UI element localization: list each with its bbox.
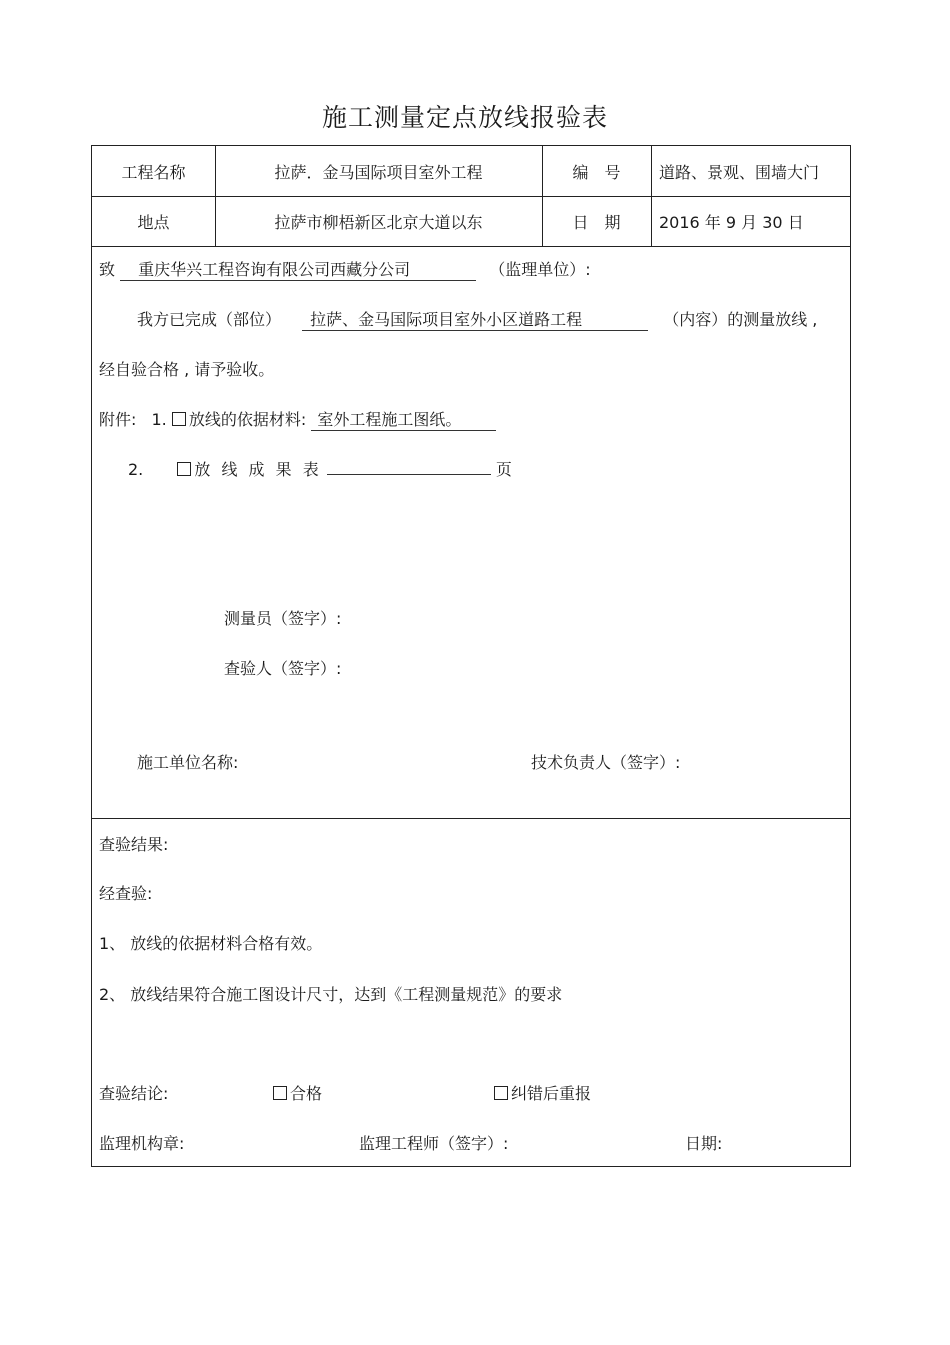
option-resubmit[interactable] [494,1084,591,1104]
location-value: 拉萨市柳梧新区北京大道以东 [274,212,483,232]
completed-suffix: （内容）的测量放线 , [663,310,818,329]
inspection-form-table [91,145,851,1167]
completed-prefix: 我方已完成（部位） [137,310,282,329]
checkbox-icon[interactable] [172,412,186,426]
result-item-2: 2、 放线结果符合施工图设计尺寸，达到《工程测量规范》的要求 [99,985,563,1004]
attachment-2-number: 2. [128,460,144,479]
section-divider [92,818,850,819]
supervisor-signature: 监理工程师（签字）: [359,1134,509,1153]
date-value: 2016 年 9 月 30 日 [659,212,804,232]
to-suffix: （监理单位）: [489,260,591,279]
option-pass-label: 合格 [290,1084,323,1103]
surveyor-signature: 测量员（签字）: [224,609,342,628]
row-divider [92,246,850,247]
attachment-2-line [128,460,512,480]
completed-part-field: 拉萨、金马国际项目室外小区道路工程 [302,310,648,331]
attachment-1-line [99,410,496,431]
to-prefix: 致 [99,260,116,279]
project-name-label: 工程名称 [121,162,186,182]
attachment-2-suffix: 页 [495,460,512,479]
result-label: 查验结果: [99,835,169,854]
location-label: 地点 [137,212,170,232]
conclusion-label: 查验结论: [99,1084,169,1103]
attachment-1-label: 放线的依据材料: [188,410,307,429]
supervision-unit-field: 重庆华兴工程咨询有限公司西藏分公司 [120,260,476,281]
attachment-2-field[interactable] [327,474,491,475]
project-name-value: 拉萨．金马国际项目室外工程 [274,162,483,182]
option-resubmit-label: 纠错后重报 [511,1084,592,1103]
code-value: 道路、景观、围墙大门 [659,162,820,182]
inspector-signature: 查验人（签字）: [224,659,342,678]
result-item-1: 1、 放线的依据材料合格有效。 [99,934,323,953]
self-check-text: 经自验合格 , 请予验收。 [99,360,275,379]
contractor-name-label: 施工单位名称: [137,753,239,772]
checkbox-icon[interactable] [273,1086,287,1100]
checkbox-icon[interactable] [494,1086,508,1100]
date-label: 日 期 [572,212,621,232]
attachment-2-label: 放 线 成 果 表 [194,460,322,479]
result-date-label: 日期: [685,1134,723,1153]
option-pass[interactable] [273,1084,322,1104]
attachments-label: 附件: [99,410,137,429]
checked-label: 经查验: [99,884,153,903]
code-label: 编 号 [572,162,621,182]
addressee-line [99,260,591,281]
supervision-seal-label: 监理机构章: [99,1134,185,1153]
attachment-1-value: 室外工程施工图纸。 [311,410,496,431]
tech-lead-signature: 技术负责人（签字）: [531,753,681,772]
attachment-1-number: 1. [151,410,167,429]
completion-line [137,310,817,331]
form-title: 施工测量定点放线报验表 [321,103,608,132]
checkbox-icon[interactable] [177,462,191,476]
